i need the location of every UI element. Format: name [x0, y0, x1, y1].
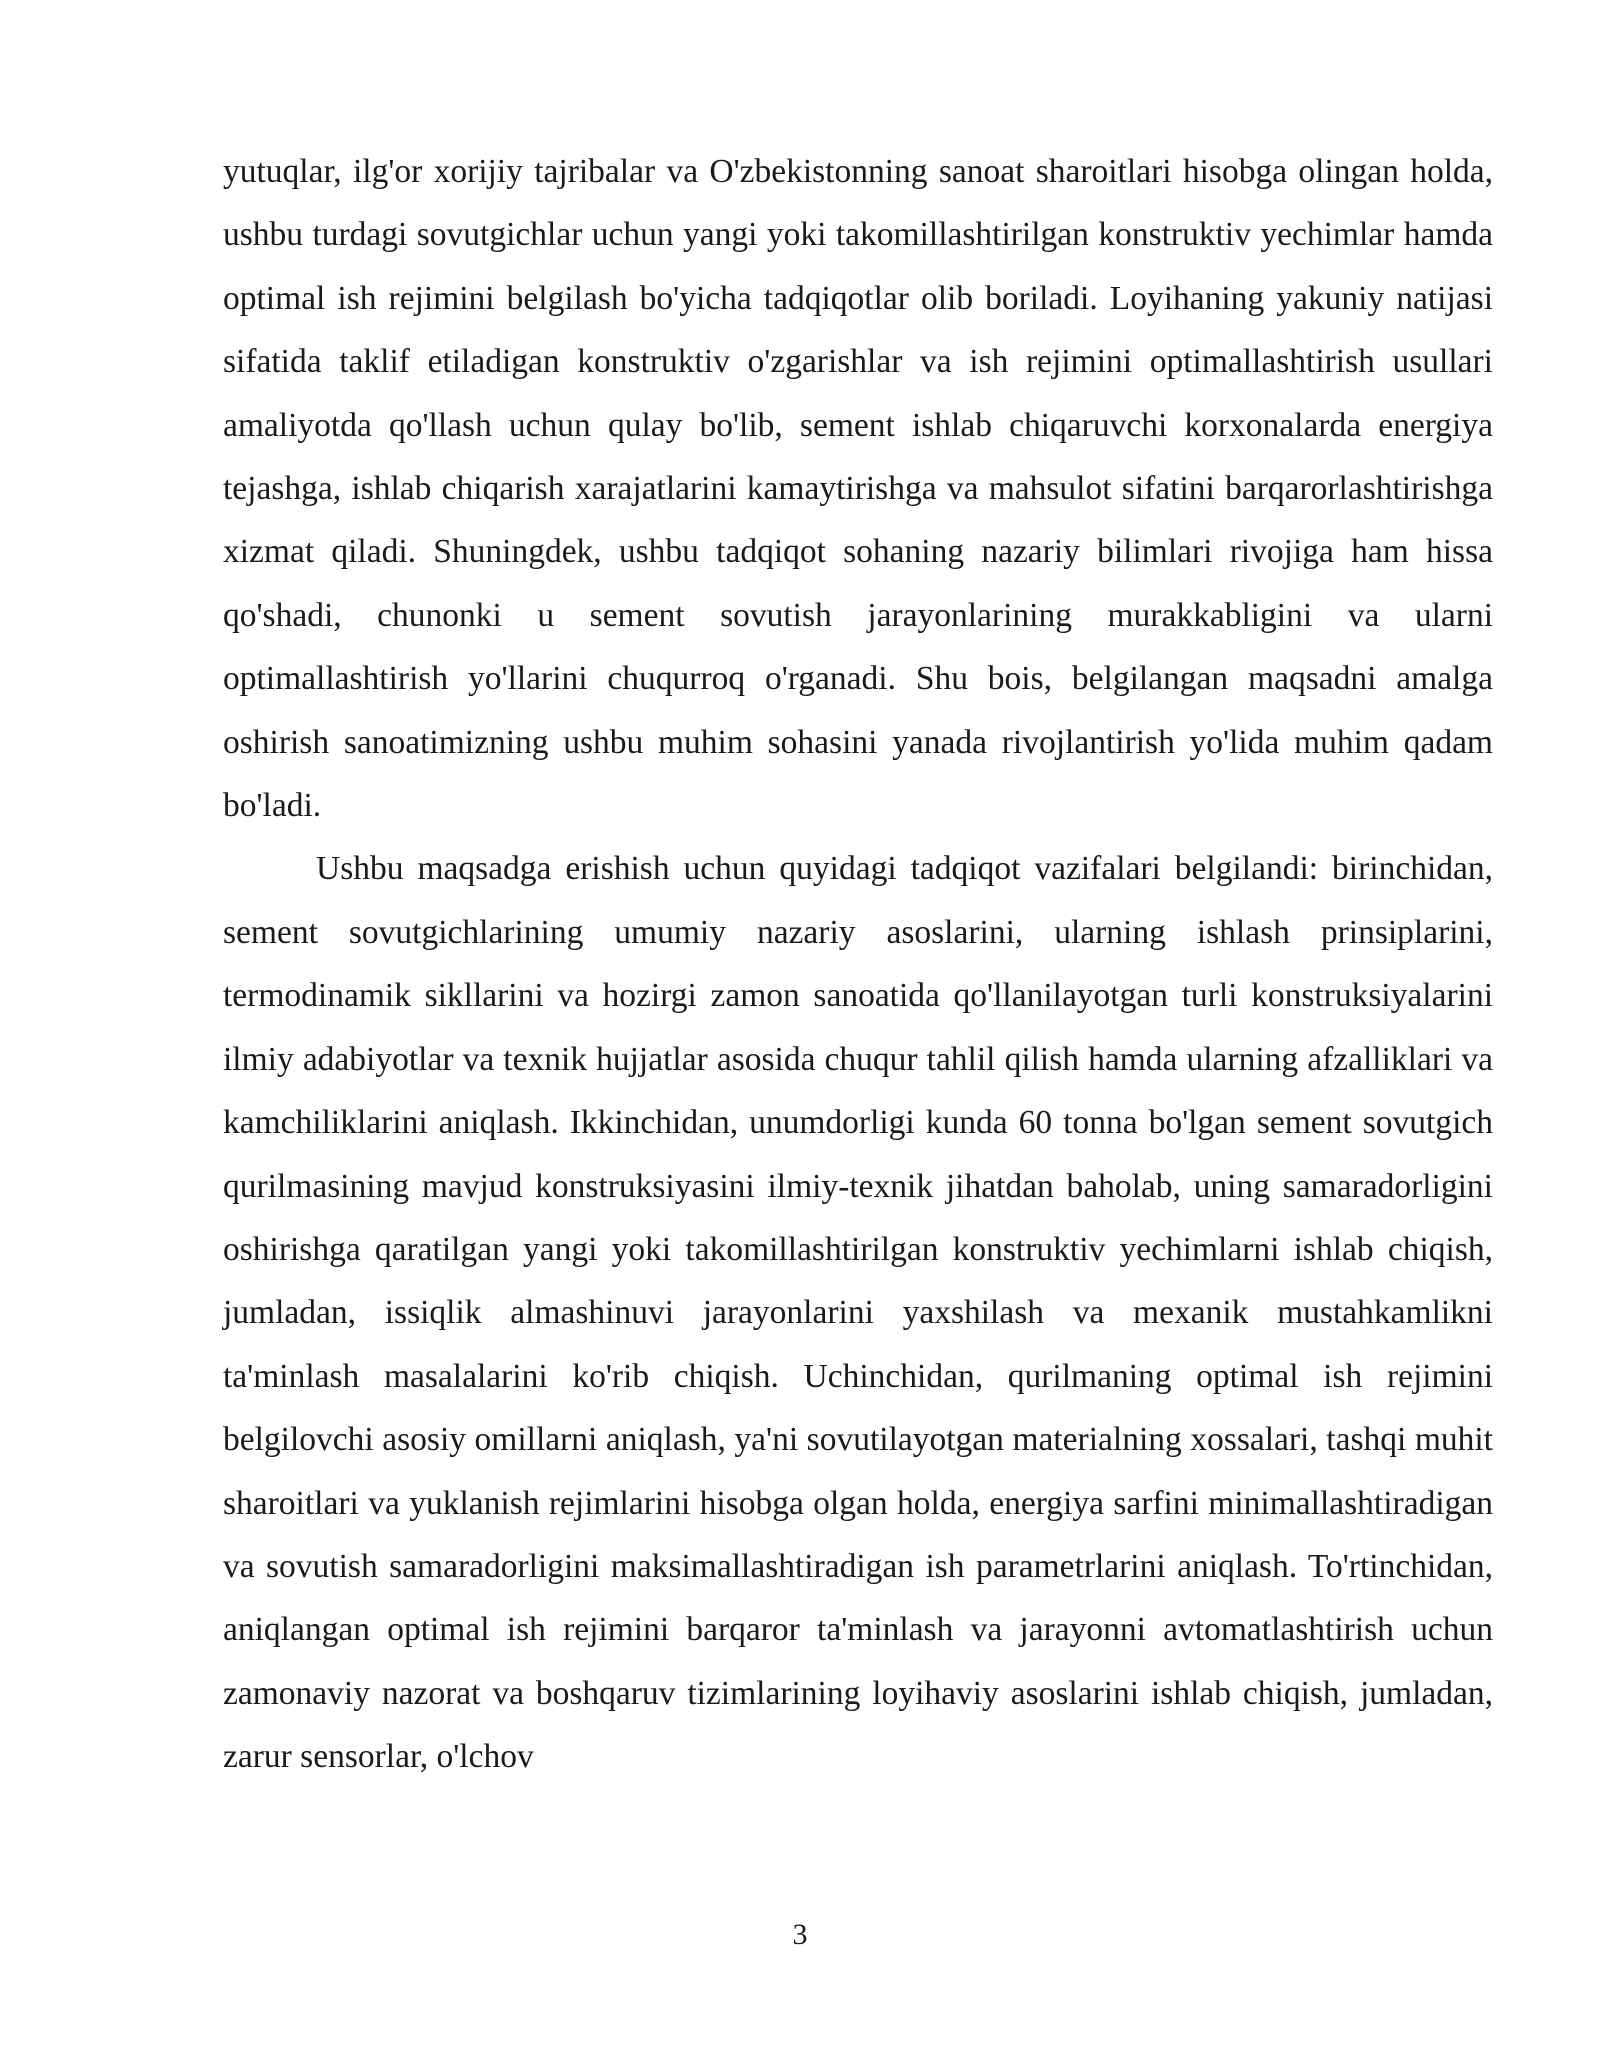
paragraph-research-tasks: Ushbu maqsadga erishish uchun quyidagi tadqiqot vazifalari belgilandi: birinchidan, sement sovutgichlarining umumiy nazariy asoslarini, ularning ishlash prinsiplarini, termodinamik sikllarini va hozirgi zamon sanoatida qo'llanilayotgan turli konstruksiyalarini ilmiy adabiyotlar va texnik hujjatlar asosida chuqur tahlil qilish hamda ularning afzalliklari va kamchiliklarini aniqlash. Ikkinchidan, unumdorligi kunda 60 tonna bo'lgan sement sovutgich qurilmasining mavjud konstruksiyasini ilmiy-texnik jihatdan baholab, uning samaradorligini oshirishga qaratilgan yangi yoki takomillashtirilgan konstruktiv yechimlarni ishlab chiqish, jumladan, issiqlik almashinuvi jarayonlarini yaxshilash va mexanik mustahkamlikni ta'minlash masalalarini ko'rib chiqish. Uchinchidan, qurilmaning optimal ish rejimini belgilovchi asosiy omillarni aniqlash, ya'ni sovutilayotgan materialning xossalari, tashqi muhit sharoitlari va yuklanish rejimlarini hisobga olgan holda, energiya sarfini minimallashtiradigan va sovutish samaradorligini maksimallashtiradigan ish parametrlarini aniqlash. To'rtinchidan, aniqlangan optimal ish rejimini barqaror ta'minlash va jarayonni avtomatlashtirish uchun zamonaviy nazorat va boshqaruv tizimlarining loyihaviy asoslarini ishlab chiqish, jumladan, zarur sensorlar, o'lchov — [223, 850, 1493, 1776]
paragraph-continuation: yutuqlar, ilg'or xorijiy tajribalar va O'zbekistonning sanoat sharoitlari hisobga olingan holda, ushbu turdagi sovutgichlar uchun yangi yoki takomillashtirilgan konstruktiv yechimlar hamda optimal ish rejimini belgilash bo'yicha tadqiqotlar olib boriladi. Loyihaning yakuniy natijasi sifatida taklif etiladigan konstruktiv o'zgarishlar va ish rejimini optimallashtirish usullari amaliyotda qo'llash uchun qulay bo'lib, sement ishlab chiqaruvchi korxonalarda energiya tejashga, ishlab chiqarish xarajatlarini kamaytirishga va mahsulot sifatini barqarorlashtirishga xizmat qiladi. Shuningdek, ushbu tadqiqot sohaning nazariy bilimlari rivojiga ham hissa qo'shadi, chunonki u sement sovutish jarayonlarining murakkabligini va ularni optimallashtirish yo'llarini chuqurroq o'rganadi. Shu bois, belgilangan maqsadni amalga oshirish sanoatimizning ushbu muhim sohasini yanada rivojlantirish yo'lida muhim qadam bo'ladi. — [223, 153, 1493, 825]
body-text — [223, 140, 1493, 1789]
page-number: 3 — [792, 1918, 808, 1951]
